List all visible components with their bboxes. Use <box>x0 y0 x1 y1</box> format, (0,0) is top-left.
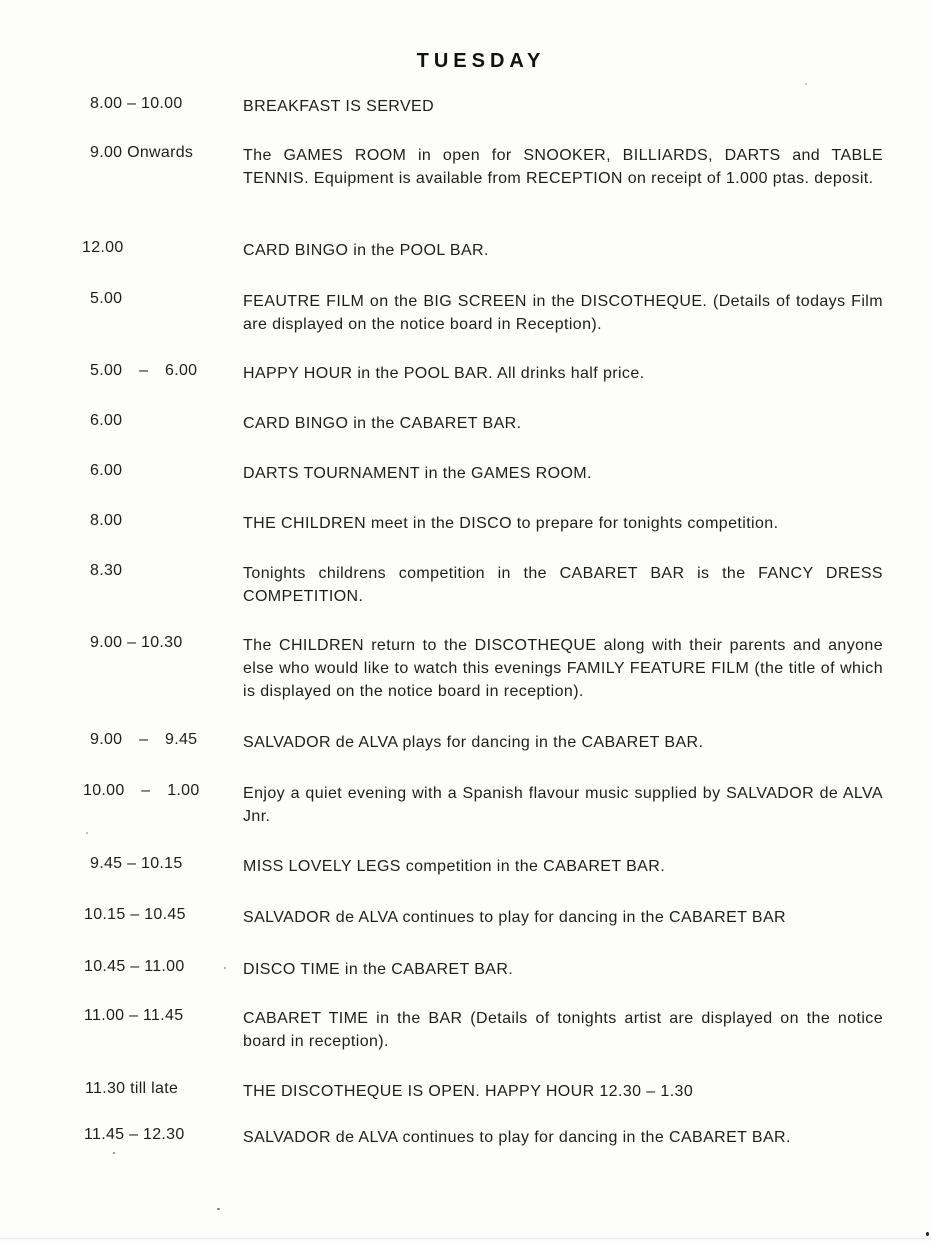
entry-time: 10.45 – 11.00 <box>84 958 185 975</box>
entry-description: CABARET TIME in the BAR (Details of tonights artist are displayed on the notice board in reception). <box>243 1010 883 1050</box>
entry-description: SALVADOR de ALVA continues to play for dancing in the CABARET BAR <box>243 909 787 926</box>
entry-description: DARTS TOURNAMENT in the GAMES ROOM. <box>243 465 592 482</box>
scan-speck <box>224 967 226 969</box>
scan-speck <box>926 1232 929 1236</box>
scan-speck <box>113 1152 115 1154</box>
entry-description: SALVADOR de ALVA continues to play for dancing in the CABARET BAR. <box>243 1129 791 1146</box>
entry-time: 9.00 – 10.30 <box>90 634 183 651</box>
scan-speck <box>86 832 88 834</box>
entry-time: 9.00 – 9.45 <box>90 731 198 748</box>
entry-description: CARD BINGO in the CABARET BAR. <box>243 415 522 432</box>
entry-description: The CHILDREN return to the DISCOTHEQUE along with their parents and anyone else who would like to watch this evenings FAMILY FEATURE FILM (the title of which is displayed on the notice board in reception). <box>243 637 883 700</box>
entry-time: 5.00 <box>90 290 123 307</box>
scan-speck <box>217 1208 220 1210</box>
entry-time: 6.00 <box>90 462 123 479</box>
entry-time: 8.00 – 10.00 <box>90 95 183 112</box>
entry-time: 11.00 – 11.45 <box>84 1007 184 1024</box>
entry-time: 8.00 <box>90 512 123 529</box>
entry-time: 10.00 – 1.00 <box>83 782 200 799</box>
page-title: TUESDAY <box>416 50 546 72</box>
entry-time: 9.45 – 10.15 <box>90 855 183 872</box>
entry-time: 11.30 till late <box>85 1080 179 1097</box>
entry-time: 11.45 – 12.30 <box>84 1126 185 1143</box>
page-edge <box>0 1238 931 1239</box>
scan-speck <box>805 83 807 85</box>
entry-time: 10.15 – 10.45 <box>84 906 186 923</box>
entry-time: 8.30 <box>90 562 123 579</box>
entry-time: 6.00 <box>90 412 123 429</box>
entry-time: 9.00 Onwards <box>90 144 194 161</box>
entry-description: Tonights childrens competition in the CABARET BAR is the FANCY DRESS COMPETITION. <box>243 565 883 605</box>
entry-description: THE CHILDREN meet in the DISCO to prepare for tonights competition. <box>243 515 779 532</box>
entry-description: BREAKFAST IS SERVED <box>243 98 435 115</box>
entry-description: FEAUTRE FILM on the BIG SCREEN in the DISCOTHEQUE. (Details of todays Film are displayed on the notice board in Reception). <box>243 293 883 333</box>
entry-time: 12.00 <box>82 239 124 256</box>
entry-description: HAPPY HOUR in the POOL BAR. All drinks half price. <box>243 365 645 382</box>
entry-description: MISS LOVELY LEGS competition in the CABARET BAR. <box>243 858 666 875</box>
entry-description: SALVADOR de ALVA plays for dancing in the CABARET BAR. <box>243 734 704 751</box>
entry-description: THE DISCOTHEQUE IS OPEN. HAPPY HOUR 12.30 – 1.30 <box>243 1083 694 1100</box>
entry-description: The GAMES ROOM in open for SNOOKER, BILLIARDS, DARTS and TABLE TENNIS. Equipment is available from RECEPTION on receipt of 1.000 ptas. deposit. <box>243 147 883 187</box>
entry-description: CARD BINGO in the POOL BAR. <box>243 242 489 259</box>
entry-description: Enjoy a quiet evening with a Spanish flavour music supplied by SALVADOR de ALVA Jnr. <box>243 785 883 825</box>
entry-time: 5.00 – 6.00 <box>90 362 198 379</box>
entry-description: DISCO TIME in the CABARET BAR. <box>243 961 514 978</box>
